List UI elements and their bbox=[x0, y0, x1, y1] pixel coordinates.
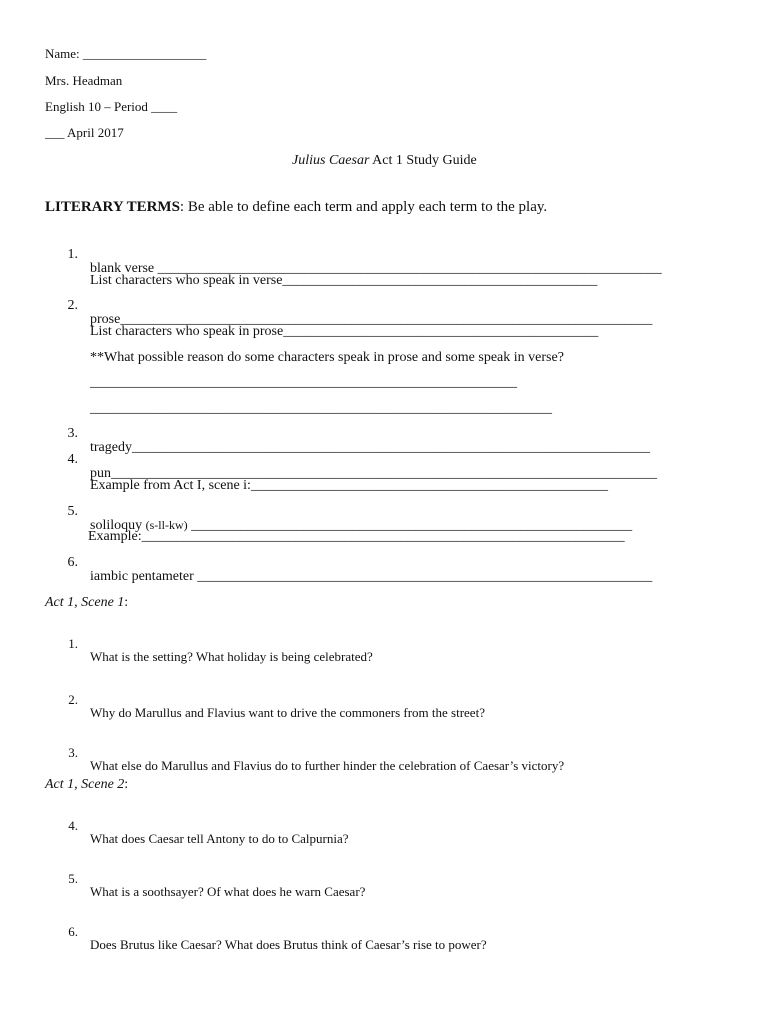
question-number: 5. bbox=[68, 871, 78, 886]
page-title bbox=[292, 154, 477, 168]
list-item bbox=[0, 912, 768, 964]
answer-line: __________________________________________________________________ bbox=[90, 401, 552, 416]
soliloquy-example-prompt: Example:_____________________________________________________________________ bbox=[88, 529, 625, 544]
term-tragedy: tragedy__________________________________________________________________________ bbox=[90, 440, 650, 455]
term-blank-verse: blank verse ________________________________________________________________________ bbox=[90, 261, 662, 276]
verse-characters-prompt: List characters who speak in verse_____________________________________________ bbox=[90, 273, 598, 288]
pun-example-prompt: Example from Act I, scene i:___________________________________________________ bbox=[90, 478, 608, 493]
class-period-line: English 10 – Period ____ bbox=[45, 99, 178, 114]
question-number: 2. bbox=[68, 692, 78, 707]
item-number: 2. bbox=[67, 298, 78, 313]
name-line: Name: ___________________ bbox=[45, 46, 207, 61]
question-text: Why do Marullus and Flavius want to drive the commoners from the street? bbox=[90, 705, 485, 720]
soliloquy-line: _______________________________________________________________ bbox=[187, 518, 633, 533]
scene1-heading-text: Act 1, Scene 1 bbox=[45, 595, 125, 610]
list-item bbox=[0, 859, 768, 911]
scene2-heading-text: Act 1, Scene 2 bbox=[45, 777, 125, 792]
scene1-colon: : bbox=[124, 595, 129, 610]
title-rest: Act 1 Study Guide bbox=[369, 153, 477, 168]
question-text: What is the setting? What holiday is being celebrated? bbox=[90, 649, 373, 664]
question-text: Does Brutus like Caesar? What does Brutus think of Caesar’s rise to power? bbox=[90, 937, 487, 952]
term-pun: pun______________________________________________________________________________ bbox=[90, 466, 657, 481]
item-number: 6. bbox=[67, 555, 78, 570]
item-number: 5. bbox=[67, 504, 78, 519]
teacher-name: Mrs. Headman bbox=[45, 73, 123, 88]
prose-characters-prompt: List characters who speak in prose_____________________________________________ bbox=[90, 324, 599, 339]
question-text: What else do Marullus and Flavius do to further hinder the celebration of Caesar’s victory? bbox=[90, 758, 565, 773]
answer-line: _____________________________________________________________ bbox=[90, 375, 517, 390]
question-number: 1. bbox=[68, 636, 78, 651]
scene2-heading bbox=[45, 778, 128, 792]
soliloquy-label: soliloquy bbox=[90, 518, 146, 533]
soliloquy-pronunciation: (s-ll-kw) bbox=[145, 518, 188, 532]
item-number: 1. bbox=[67, 247, 78, 262]
list-item bbox=[0, 624, 768, 676]
question-text: What does Caesar tell Antony to do to Calpurnia? bbox=[90, 831, 349, 846]
list-item bbox=[0, 806, 768, 858]
term-prose: prose____________________________________________________________________________ bbox=[90, 312, 653, 327]
literary-terms-heading bbox=[45, 200, 547, 215]
question-text: What is a soothsayer? Of what does he warn Caesar? bbox=[90, 884, 366, 899]
question-number: 3. bbox=[68, 745, 78, 760]
date-line: ___ April 2017 bbox=[45, 125, 124, 140]
prose-verse-question: **What possible reason do some characters speak in prose and some speak in verse? bbox=[90, 350, 564, 365]
term-iambic-pentameter: iambic pentameter _________________________________________________________________ bbox=[90, 569, 653, 584]
scene1-heading bbox=[45, 596, 128, 610]
literary-terms-label: LITERARY TERMS bbox=[45, 199, 180, 215]
list-item bbox=[0, 542, 768, 598]
literary-terms-instructions: : Be able to define each term and apply each term to the play. bbox=[179, 199, 548, 215]
question-number: 4. bbox=[68, 818, 78, 833]
item-number: 4. bbox=[67, 452, 78, 467]
question-number: 6. bbox=[68, 924, 78, 939]
scene2-colon: : bbox=[124, 777, 129, 792]
title-italic: Julius Caesar bbox=[292, 153, 370, 168]
list-item bbox=[0, 680, 768, 732]
item-number: 3. bbox=[67, 426, 78, 441]
